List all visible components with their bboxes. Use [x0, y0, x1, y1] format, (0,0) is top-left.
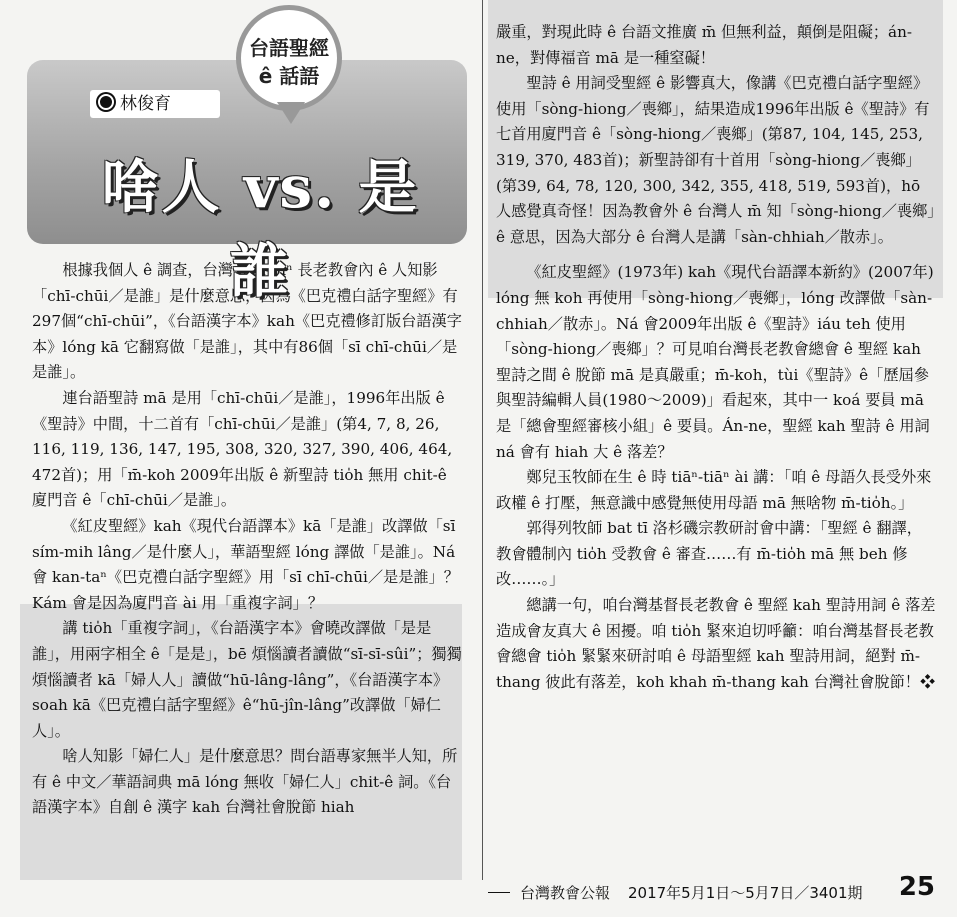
article-title: 啥人 vs. 是誰 — [101, 153, 419, 305]
paragraph: 《紅皮聖經》kah《現代台語譯本》kā「是誰」改譯做「sī sím-mih lâng／是什麼人」，華語聖經 lóng 譯做「是誰」。Ná 會 kan-taⁿ《巴克禮白話字聖經》用「sī chī-chūi／是是誰」？Kám 會是因為廈門音 ài 用「重複字詞」？ — [32, 516, 459, 612]
left-column — [22, 0, 477, 880]
paragraph: 鄭兒玉牧師在生 ê 時 tiāⁿ-tiāⁿ ài 講：「咱 ê 母語久長受外來政權 ê 打壓，無意識中感覺無使用母語 mā 無啥物 m̄-tio̍h。」 — [496, 468, 932, 512]
column-divider — [482, 0, 483, 880]
bullet-icon — [98, 94, 114, 110]
paragraph: 連台語聖詩 mā 是用「chī-chūi／是誰」，1996年出版 ê《聖詩》中間，十二首有「chī-chūi／是誰」(第4, 7, 8, 26, 116, 119, 136, 147, 195, 308, 320, 327, 390, 406, 464, 472首)；用「m̄-koh 2009年出版 ê 新聖詩 tio̍h 無用 chit-ê 廈門音 ê「chī-chūi／是誰」。 — [32, 388, 453, 510]
right-body — [496, 20, 936, 695]
paragraph: 嚴重，對現此時 ê 台語文推廣 m̄ 但無利益，顛倒是阻礙；án-ne，對傳福音 mā 是一種窒礙！ — [496, 23, 912, 67]
paragraph: 《紅皮聖經》(1973年) kah《現代台語譯本新約》(2007年) lóng 無 koh 再使用「sòng-hiong／喪鄉」，lóng 改譯做「sàn-chhiah／散赤」。Ná 會2009年出版 ê《聖詩》iáu teh 使用「sòng-hiong／喪鄉」？可見咱台灣長老教會總會 ê 聖經 kah 聖詩之間 ê 脫節 mā 是真嚴重；m̄-koh，tùi《聖詩》ê「歷屆參與聖詩編輯人員(1980～2009)」看起來，其中一 koá 要員 mā 是「總會聖經審核小組」ê 要員。Án-ne，聖經 kah 聖詩 ê 用詞 ná 會有 hiah 大 ê 落差？ — [496, 263, 934, 461]
badge-pointer — [277, 102, 305, 124]
paragraph: 講 tio̍h「重複字詞」，《台語漢字本》會曉改譯做「是是誰」，用兩字相全 ê「是是」，bē 煩惱讀者讀做“sī-sī-sûi”；獨獨煩惱讀者 kā「婦人人」讀做“hū-lâng-lâng”，《台語漢字本》soah kā《巴克禮白話字聖經》ê“hū-jîn-lâng”改譯做「婦仁人」。 — [32, 619, 462, 740]
page-number: 25 — [898, 872, 935, 902]
right-column — [488, 0, 943, 880]
paragraph: 根據我個人 ê 調查，台灣 kan-taⁿ 長老教會內 ê 人知影「chī-chūi／是誰」是什麼意思，因為《巴克禮白話字聖經》有297個“chī-chūi”，《台語漢字本》kah《巴克禮修訂版台語漢字本》lóng kā 它翻寫做「是誰」，其中有86個「sī chī-chūi／是是誰」。 — [32, 261, 462, 382]
author-label — [90, 90, 220, 118]
badge-line2: ê 話語 — [258, 64, 320, 88]
paragraph: 總講一句，咱台灣基督長老教會 ê 聖經 kah 聖詩用詞 ê 落差造成會友真大 ê 困擾。咱 tio̍h 緊來迫切呼籲：咱台灣基督長老教會總會 tio̍h 緊緊來研討咱 ê 母語聖經 kah 聖詩用詞，絕對 m̄-thang 彼此有落差，koh khah m̄-thang kah 台灣社會脫節！❖ — [496, 596, 936, 691]
page-footer — [488, 872, 943, 912]
publication-name: 台灣教會公報 — [520, 884, 611, 902]
left-body — [32, 258, 464, 821]
column-badge — [236, 5, 342, 111]
paragraph: 郭得列牧師 bat tī 洛杉磯宗教研討會中講：「聖經 ê 翻譯，教會體制內 tio̍h 受教會 ê 審查……有 m̄-tio̍h mā 無 beh 修改……。」 — [496, 519, 922, 589]
badge-line1: 台語聖經 — [249, 36, 329, 60]
paragraph: 聖詩 ê 用詞受聖經 ê 影響真大，像講《巴克禮白話字聖經》使用「sòng-hiong／喪鄉」，結果造成1996年出版 ê《聖詩》有七首用廈門音 ê「sòng-hiong／喪鄉」(第87, 104, 145, 253, 319, 370, 483首)；新聖詩卻有十首用「sòng-hiong／喪鄉」(第39, 64, 78, 120, 300, 342, 355, 418, 519, 593首)，hō 人感覺真奇怪！因為教會外 ê 台灣人 m̄ 知「sòng-hiong／喪鄉」ê 意思，因為大部分 ê 台灣人是講「sàn-chhiah／散赤」。 — [496, 74, 935, 246]
footer-rule — [488, 892, 510, 893]
issue-date: 2017年5月1日～5月7日／3401期 — [628, 884, 863, 902]
paragraph: 啥人知影「婦仁人」是什麼意思？問台語專家無半人知，所有 ê 中文／華語詞典 mā lóng 無收「婦仁人」chit-ê 詞。《台語漢字本》自創 ê 漢字 kah 台灣社會脫節 hiah — [32, 747, 458, 817]
author-name: 林俊育 — [120, 94, 171, 114]
